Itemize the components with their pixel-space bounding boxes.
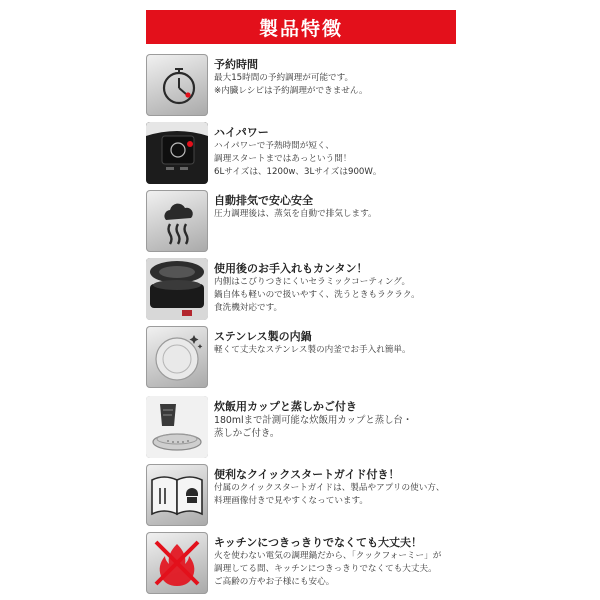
feature-title: キッチンにつきっきりでなくても大丈夫！: [214, 536, 423, 549]
feature-line: 鍋自体も軽いので扱いやすく、洗うときもラクラク。: [214, 290, 420, 300]
feature-item-cup-steamer: [146, 396, 446, 460]
feature-title: 自動排気で安心安全: [214, 194, 313, 207]
feature-line: 内側はこびりつきにくいセラミックコーティング。: [214, 277, 411, 287]
feature-line: 軽くて丈夫なステンレス製の内釜でお手入れ簡単。: [214, 345, 411, 355]
feature-description: [214, 140, 504, 179]
feature-title: ハイパワー: [214, 126, 269, 139]
feature-line: 付属のクイックスタートガイドは、製品やアプリの使い方、: [214, 483, 445, 493]
feature-description: [214, 550, 504, 589]
section-title: 製品特徴: [258, 17, 343, 40]
feature-line: 料理画像付きで見やすくなっています。: [214, 496, 369, 506]
feature-line: 食洗機対応です。: [214, 303, 283, 313]
feature-description: [214, 344, 504, 357]
feature-title: 予約時間: [214, 58, 258, 71]
feature-item-quick-start-guide: [146, 464, 446, 528]
feature-description: [214, 208, 504, 221]
feature-line: ハイパワーで予熱時間が短く、: [214, 141, 334, 151]
timer-icon: [146, 54, 208, 116]
feature-line: 蒸しかご付き。: [214, 428, 280, 439]
feature-line: ※内臓レシピは予約調理ができません。: [214, 86, 368, 96]
pressure-cooker-display-icon: [146, 122, 208, 184]
feature-item-auto-exhaust: [146, 190, 446, 254]
feature-line: 調理してる間、キッチンにつきっきりでなくても大丈夫。: [214, 564, 437, 574]
feature-description: [214, 482, 504, 508]
quick-start-guide-icon: [146, 464, 208, 526]
feature-item-stainless-pot: [146, 326, 446, 390]
cup-and-steamer-icon: [146, 396, 208, 458]
feature-line: 最大15時間の予約調理が可能です。: [214, 73, 354, 83]
feature-line: ご高齢の方やお子様にも安心。: [214, 577, 335, 587]
feature-title: 使用後のお手入れもカンタン！: [214, 262, 368, 275]
feature-line: 調理スタートまではあっという間！: [214, 154, 352, 164]
stainless-pot-icon: [146, 326, 208, 388]
feature-line: 6Lサイズは、1200w、3Lサイズは900W。: [214, 167, 382, 177]
section-header: [146, 10, 456, 44]
feature-item-timer: [146, 54, 446, 118]
feature-description: [214, 276, 504, 315]
feature-title: 炊飯用カップと蒸しかご付き: [214, 400, 357, 413]
feature-line: 180mlまで計測可能な炊飯用カップと蒸し台・: [214, 415, 413, 426]
feature-title: ステンレス製の内鍋: [214, 330, 312, 343]
feature-line: 火を使わない電気の調理鍋だから、「クックフォーミー」が: [214, 551, 442, 561]
feature-title: 便利なクイックスタートガイド付き！: [214, 468, 400, 481]
feature-item-no-fire: [146, 532, 446, 596]
steam-icon: [146, 190, 208, 252]
feature-item-high-power: [146, 122, 446, 186]
feature-item-easy-care: [146, 258, 446, 322]
feature-line: 圧力調理後は、蒸気を自動で排気します。: [214, 209, 377, 219]
feature-description: [214, 72, 504, 98]
no-fire-icon: [146, 532, 208, 594]
feature-description: [214, 414, 504, 440]
inner-pot-photo-icon: [146, 258, 208, 320]
